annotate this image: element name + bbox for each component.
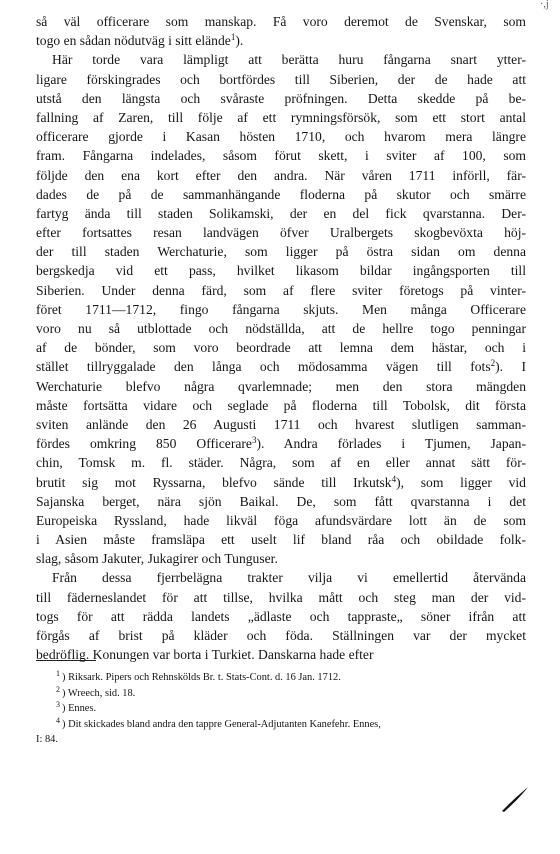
text-line-content: fram. Fångarna indelades, såsom förut skett, i sviter af 100, som: [36, 148, 526, 164]
text-line-content: Europeiska Ryssland, hade likväl föga afundsvärdare lott än de som: [36, 512, 526, 528]
text-line-content: följde den ena kort efter den andra. När våren 1711 införll, fär-: [36, 167, 526, 183]
footnote-text: Dit skickades bland andra den tappre General-Adjutanten Kanefehr. Ennes,: [68, 718, 381, 730]
text-line: [36, 338, 526, 357]
text-line: [36, 300, 526, 319]
text-line: [36, 453, 526, 472]
text-line-content: ligare förskingrades och bortfördes till Siberien, der de hade att: [36, 71, 526, 87]
text-line: [36, 568, 526, 587]
text-line-content: slag, såsom Jakuter, Jukagirer och Tunguser.: [36, 551, 278, 567]
text-line-content: så väl officerare som manskap. Få voro deremot de Svenskar, som: [36, 14, 526, 29]
text-line: [36, 377, 526, 396]
footnote-paren: ): [62, 703, 69, 714]
footnote: [36, 701, 526, 717]
text-line-content: utstå den längsta och svåraste pröfningen. Detta skedde på be-: [36, 90, 526, 106]
text-line: [36, 434, 526, 453]
text-line-tail: ), som ligger vid: [396, 474, 526, 490]
text-line: [36, 89, 526, 108]
text-line-content: officerare gjorde i Kasan hösten 1710, och hvarom mera längre: [36, 129, 526, 145]
text-line: [36, 127, 526, 146]
footnote-number: 1: [56, 669, 60, 678]
text-line: [36, 530, 526, 549]
text-line-content: brutit sig mot Ryssarna, blefvo sände till Irkutsk: [36, 474, 392, 490]
footnotes: [36, 670, 526, 748]
text-line: [36, 223, 526, 242]
text-line-content: bedröflig. Konungen var borta i Turkiet. Danskarna hade efter: [36, 647, 374, 663]
text-line: [36, 607, 526, 626]
text-line-content: fallning af Zaren, till följe af ett rymningsförsök, som ett stort antal: [36, 109, 526, 125]
text-line: [36, 357, 526, 376]
footnote: [36, 717, 526, 733]
footnote-number: 2: [56, 684, 60, 694]
footnote-paren: ): [62, 687, 68, 699]
text-line: [36, 185, 526, 204]
text-line-content: till fäderneslandet för att tillse, hvilka mått och steg man der vid-: [36, 589, 526, 605]
footnote-reference: 2: [490, 358, 496, 369]
text-line-content: der till staden Werchaturie, som ligger på östra sidan om denna: [36, 244, 526, 260]
text-line-content: Här torde vara lämpligt att berätta huru fångarna snart ytter-: [52, 52, 526, 68]
text-line-content: chin, Tomsk m. fl. städer. Några, som af en eller annat sätt för-: [36, 455, 526, 471]
text-line-content: bergskedja vid ett pass, hvilket likasom bildar ingångsporten till: [36, 263, 526, 279]
footnote-number: 4: [56, 715, 60, 725]
text-line-content: af de bönder, som voro beordrade att lemna dem hästar, och i: [36, 340, 526, 356]
text-line-content: voro nu så utblottade och nödställda, att de hellre togo penningar: [36, 321, 526, 336]
text-line-tail: ).: [235, 33, 244, 49]
text-line: [36, 492, 526, 511]
text-line: [36, 12, 526, 31]
text-line-content: Werchaturie blefvo några qvarlemnade; men den stora mängden: [36, 378, 526, 394]
text-line: [36, 204, 526, 223]
text-line: [36, 626, 526, 645]
footnote-paren: ): [62, 718, 69, 730]
text-line: [36, 31, 526, 50]
text-line: [36, 396, 526, 415]
text-line-content: togo en sådan nödutväg i sitt elände: [36, 33, 231, 49]
footnote-paren: ): [62, 672, 69, 683]
footnote-reference: 3: [251, 435, 257, 446]
text-line: [36, 242, 526, 261]
text-line: [36, 108, 526, 127]
text-line-tail: ). Andra förlades i Tjumen, Japan-: [256, 436, 526, 452]
footnote-reference: 4: [391, 473, 397, 484]
body-text: [36, 12, 526, 664]
text-line: [36, 261, 526, 280]
text-line-tail: ). I: [495, 359, 526, 375]
text-line-content: förgås af brist på kläder och föda. Ställningen var der mycket: [36, 628, 526, 643]
text-line-content: dades de på de sammanhängande floderna på skutor och smärre: [36, 186, 526, 202]
text-line-content: Siberien. Under denna färd, som af flere sviter företogs på vinter-: [36, 282, 526, 298]
text-line-content: måste fortsätta vidare och seglade på floderna till Tobolsk, dit första: [36, 397, 526, 413]
footnote: [36, 732, 526, 748]
text-line-content: föret 1711—1712, fingo fångarna skjuts. Men många Officerare: [36, 301, 526, 317]
footnote: [36, 686, 526, 702]
text-line: [36, 511, 526, 530]
text-line: [36, 645, 526, 664]
footnote-separator: [36, 660, 96, 661]
text-line: [36, 473, 526, 492]
footnote-text: Riksark. Pipers och Rehnskölds Br. t. Stats-Cont. d. 16 Jan. 1712.: [68, 672, 341, 683]
text-line-content: stället tillryggalade den långa och mödosamma vägen till fots: [36, 359, 491, 375]
text-line: [36, 146, 526, 165]
text-line: [36, 70, 526, 89]
text-line-content: efter fortsattes resan landvägen öfver Uralbergets skogbevöxta höj-: [36, 225, 526, 241]
footnote-reference: 1: [230, 32, 236, 43]
text-line: [36, 166, 526, 185]
page-corner-mark: ·,j: [540, 0, 549, 10]
text-line-content: Från dessa fjerrbelägna trakter vilja vi emellertid återvända: [52, 570, 526, 586]
ink-flourish-mark: [500, 785, 530, 813]
text-line: [36, 549, 526, 568]
text-line: [36, 319, 526, 338]
footnote-text: Ennes.: [68, 703, 97, 714]
text-line-content: Sajanska berget, nära sjön Baikal. De, som fått qvarstanna i det: [36, 493, 526, 509]
footnote-text: Wreech, sid. 18.: [67, 687, 136, 699]
text-line: [36, 281, 526, 300]
text-line-content: togs för att rädda landets „ädlaste och tappraste„ söner ifrån att: [36, 608, 526, 624]
text-line: [36, 415, 526, 434]
text-line-content: i Asien måste framsläpa ett uselt lif bland råa och obildade folk-: [36, 532, 526, 548]
footnote-number: 3: [56, 700, 60, 709]
text-line: [36, 50, 526, 69]
text-line-content: sviten anlände den 26 Augusti 1711 och hvarest slutligen samman-: [36, 416, 526, 432]
text-line-content: fördes omkring 850 Officerare: [36, 436, 252, 452]
text-line-content: fartyg ända till staden Solikamski, der en del fick qvarstanna. Der-: [36, 205, 526, 221]
text-line: [36, 588, 526, 607]
footnote: [36, 670, 526, 686]
footnote-text: I: 84.: [36, 734, 58, 745]
